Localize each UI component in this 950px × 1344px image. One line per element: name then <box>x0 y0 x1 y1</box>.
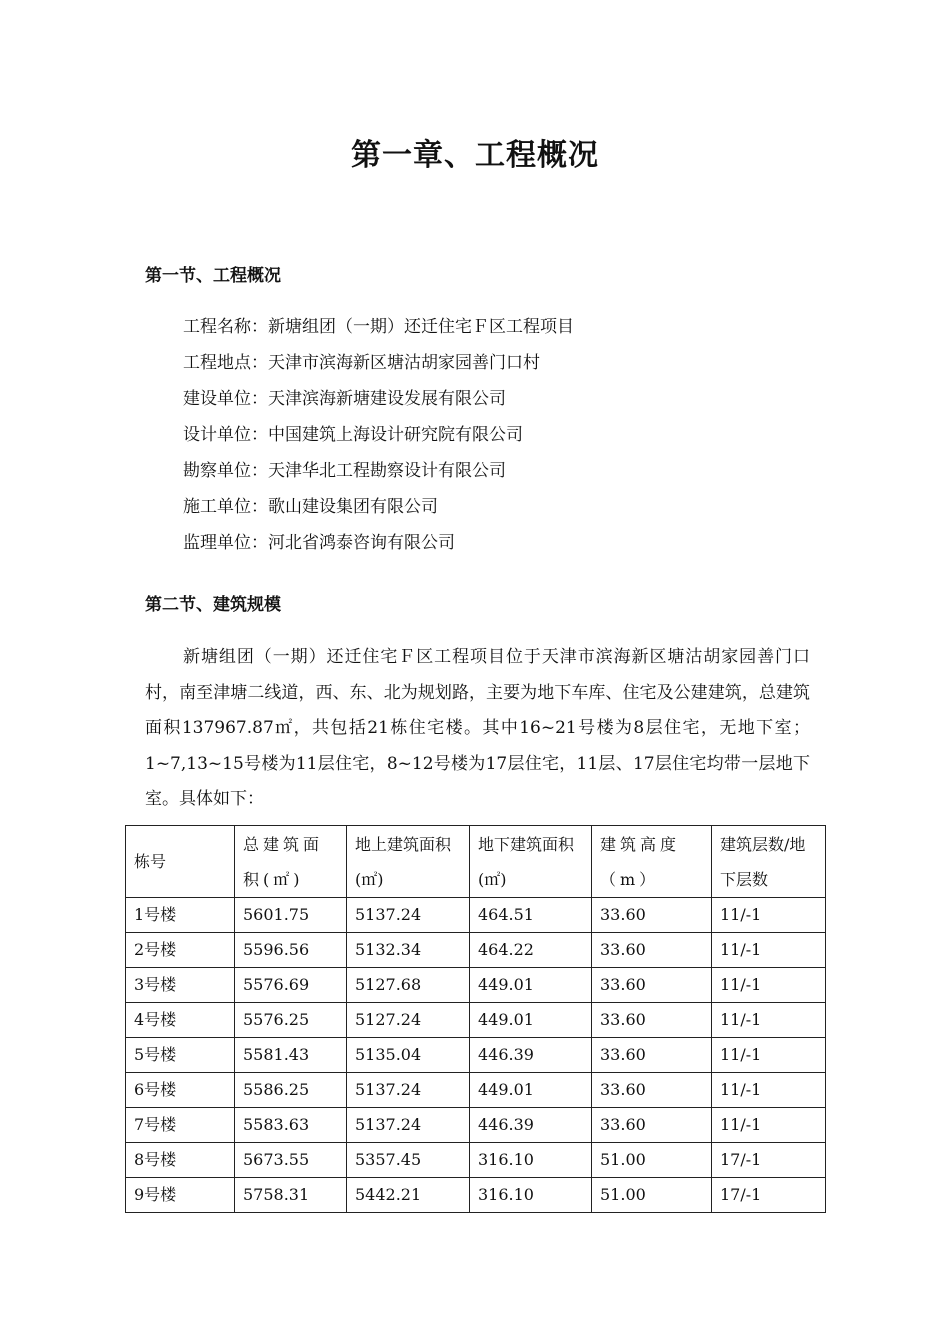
cell-total-area: 5583.63 <box>235 1108 347 1143</box>
construction-unit: 建设单位：天津滨海新塘建设发展有限公司 <box>183 389 506 409</box>
cell-height: 33.60 <box>592 968 712 1003</box>
cell-total-area: 5601.75 <box>235 898 347 933</box>
cell-height: 51.00 <box>592 1143 712 1178</box>
building-spec-table <box>125 825 826 1213</box>
cell-above-area: 5127.24 <box>347 1003 470 1038</box>
cell-below-area: 446.39 <box>470 1108 592 1143</box>
table-row <box>126 1073 826 1108</box>
cell-building: 3号楼 <box>126 968 235 1003</box>
table-header-row <box>126 826 826 898</box>
cell-total-area: 5758.31 <box>235 1178 347 1213</box>
cell-total-area: 5596.56 <box>235 933 347 968</box>
cell-height: 51.00 <box>592 1178 712 1213</box>
header-cell-building: 栋号 <box>126 826 235 898</box>
cell-below-area: 316.10 <box>470 1143 592 1178</box>
cell-below-area: 464.51 <box>470 898 592 933</box>
cell-above-area: 5137.24 <box>347 898 470 933</box>
cell-below-area: 464.22 <box>470 933 592 968</box>
cell-height: 33.60 <box>592 1038 712 1073</box>
cell-above-area: 5135.04 <box>347 1038 470 1073</box>
table-row <box>126 1003 826 1038</box>
project-info-list <box>183 315 574 567</box>
cell-below-area: 446.39 <box>470 1038 592 1073</box>
cell-building: 8号楼 <box>126 1143 235 1178</box>
section-heading-scale: 第二节、建筑规模 <box>145 595 281 615</box>
cell-total-area: 5586.25 <box>235 1073 347 1108</box>
cell-total-area: 5576.25 <box>235 1003 347 1038</box>
supervision-unit: 监理单位：河北省鸿泰咨询有限公司 <box>183 533 455 553</box>
cell-building: 5号楼 <box>126 1038 235 1073</box>
scale-description: 新塘组团（一期）还迁住宅Ｆ区工程项目位于天津市滨海新区塘沽胡家园善门口村，南至津塘二线道，西、东、北为规划路，主要为地下车库、住宅及公建建筑，总建筑面积137967.87㎡，共包括21栋住宅楼。其中16~21号楼为8层住宅，无地下室；1~7,13~15号楼为11层住宅，8~12号楼为17层住宅，11层、17层住宅均带一层地下室。具体如下： <box>145 647 810 810</box>
cell-height: 33.60 <box>592 1073 712 1108</box>
cell-above-area: 5137.24 <box>347 1073 470 1108</box>
design-unit: 设计单位：中国建筑上海设计研究院有限公司 <box>183 425 523 445</box>
header-cell-floors: 建筑层数/地下层数 <box>712 826 826 898</box>
cell-floors: 11/-1 <box>712 1073 826 1108</box>
cell-floors: 17/-1 <box>712 1143 826 1178</box>
cell-floors: 11/-1 <box>712 933 826 968</box>
cell-building: 7号楼 <box>126 1108 235 1143</box>
cell-total-area: 5581.43 <box>235 1038 347 1073</box>
cell-above-area: 5357.45 <box>347 1143 470 1178</box>
project-location: 工程地点：天津市滨海新区塘沽胡家园善门口村 <box>183 353 540 373</box>
cell-floors: 17/-1 <box>712 1178 826 1213</box>
cell-floors: 11/-1 <box>712 968 826 1003</box>
section-heading-overview: 第一节、工程概况 <box>145 266 281 286</box>
cell-floors: 11/-1 <box>712 1038 826 1073</box>
cell-below-area: 316.10 <box>470 1178 592 1213</box>
cell-below-area: 449.01 <box>470 1073 592 1108</box>
survey-unit: 勘察单位：天津华北工程勘察设计有限公司 <box>183 461 506 481</box>
cell-above-area: 5132.34 <box>347 933 470 968</box>
table-row <box>126 968 826 1003</box>
cell-height: 33.60 <box>592 1108 712 1143</box>
header-cell-above-area: 地上建筑面积(㎡) <box>347 826 470 898</box>
header-cell-height: 建筑高度（m） <box>592 826 712 898</box>
cell-building: 9号楼 <box>126 1178 235 1213</box>
cell-floors: 11/-1 <box>712 1003 826 1038</box>
cell-above-area: 5442.21 <box>347 1178 470 1213</box>
cell-height: 33.60 <box>592 898 712 933</box>
cell-below-area: 449.01 <box>470 968 592 1003</box>
project-name: 工程名称：新塘组团（一期）还迁住宅Ｆ区工程项目 <box>183 317 574 337</box>
cell-height: 33.60 <box>592 933 712 968</box>
cell-total-area: 5673.55 <box>235 1143 347 1178</box>
header-cell-below-area: 地下建筑面积(㎡) <box>470 826 592 898</box>
cell-height: 33.60 <box>592 1003 712 1038</box>
cell-below-area: 449.01 <box>470 1003 592 1038</box>
header-cell-total-area: 总建筑面积(㎡) <box>235 826 347 898</box>
cell-above-area: 5127.68 <box>347 968 470 1003</box>
table-row <box>126 898 826 933</box>
table-row <box>126 933 826 968</box>
cell-building: 6号楼 <box>126 1073 235 1108</box>
cell-building: 1号楼 <box>126 898 235 933</box>
table-row <box>126 1108 826 1143</box>
cell-building: 2号楼 <box>126 933 235 968</box>
table-row <box>126 1143 826 1178</box>
chapter-title: 第一章、工程概况 <box>351 138 599 173</box>
cell-building: 4号楼 <box>126 1003 235 1038</box>
cell-above-area: 5137.24 <box>347 1108 470 1143</box>
contractor-unit: 施工单位：歌山建设集团有限公司 <box>183 497 438 517</box>
table-row <box>126 1178 826 1213</box>
cell-floors: 11/-1 <box>712 1108 826 1143</box>
table-row <box>126 1038 826 1073</box>
cell-floors: 11/-1 <box>712 898 826 933</box>
cell-total-area: 5576.69 <box>235 968 347 1003</box>
